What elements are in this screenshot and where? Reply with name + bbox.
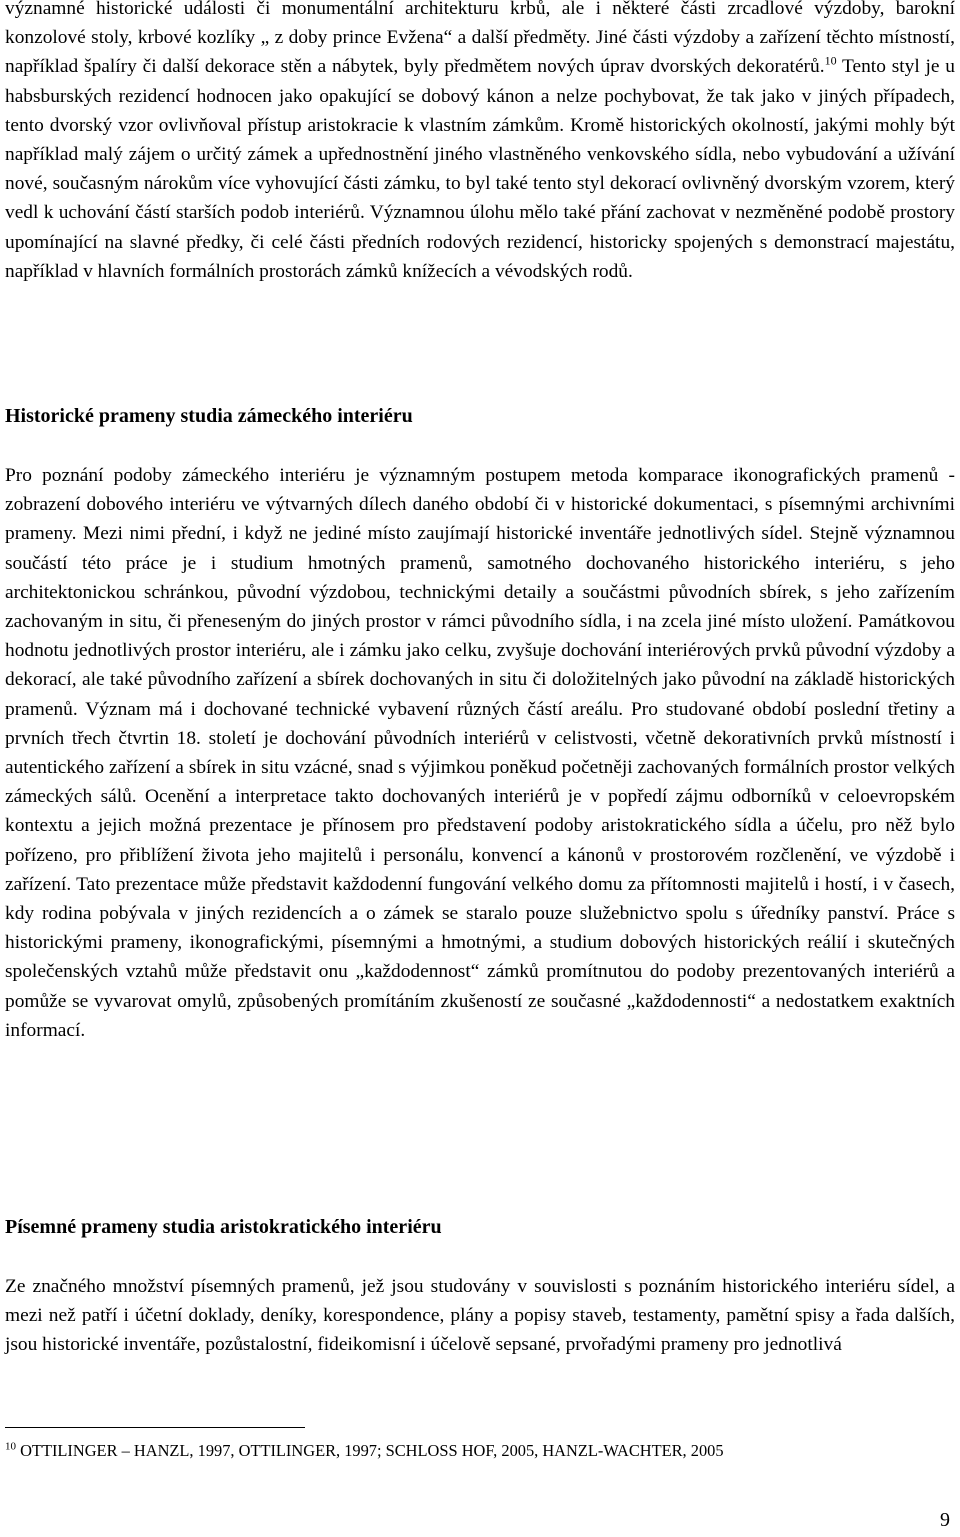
paragraph-intro-text-a: významné historické události či monumentální architekturu krbů, ale i některé části zrcadlové výzdoby, barokní konzolové stoly, krbové kozlíky „ z doby prince Evžena“ a další předměty. Jiné části výzdoby a zařízení těchto místností, například špalíry či další dekorace stěn a nábytek, byly předmětem nových úprav dvorských dekoratérů. bbox=[5, 0, 955, 78]
paragraph-intro-text-b: Tento styl je u habsburských rezidencí hodnocen jako opakující se dobový kánon a nelze pochybovat, že tak jako v jiných případech, tento dvorský vzor ovlivňoval přístup aristokracie k vlastním zámkům. Kromě historických okolností, jakými mohly být například malý zájem o určitý zámek a upřednostnění jiného vlastněného venkovského sídla, nebo vybudování a užívání nové, současným nárokům více vyhovující části zámku, to byl také tento styl dekorací ovlivněný dvorským vzorem, který vedl k uchování částí starších podob interiérů. Významnou úlohu mělo také přání zachovat v nezměněné podobě prostory upomínající na slavné předky, či celé části předních rodových rezidencí, historicky spojených s demonstrací majestátu, například v hlavních formálních prostorách zámků knížecích a vévodských rodů. bbox=[5, 56, 956, 282]
paragraph-written-sources: Ze značného množství písemných pramenů, jež jsou studovány v souvislosti s poznáním historického interiéru sídel, a mezi než patří i účetní doklady, deníky, korespondence, plány a popisy staveb, testamenty, pamětní spisy a řada dalších, jsou historické inventáře, pozůstalostní, fideikomisní i účelově sepsané, prvořadými prameny pro jednotlivá bbox=[5, 1276, 955, 1356]
footnote-number: 10 bbox=[5, 1440, 16, 1453]
document-page bbox=[5, 0, 956, 1531]
footnote bbox=[5, 1440, 955, 1462]
section-heading-historical-sources: Historické prameny studia zámeckého interiéru bbox=[5, 405, 413, 427]
footnote-text: OTTILINGER – HANZL, 1997, OTTILINGER, 1997; SCHLOSS HOF, 2005, HANZL-WACHTER, 2005 bbox=[16, 1441, 724, 1460]
footnote-reference[interactable]: 10 bbox=[824, 53, 837, 68]
footnote-separator bbox=[5, 1427, 305, 1428]
paragraph-intro bbox=[5, 0, 955, 286]
page-number: 9 bbox=[940, 1509, 950, 1531]
section-heading-written-sources: Písemné prameny studia aristokratického interiéru bbox=[5, 1216, 442, 1238]
paragraph-historical-sources: Pro poznání podoby zámeckého interiéru je významným postupem metoda komparace ikonografických pramenů - zobrazení dobového interiéru ve výtvarných dílech daného období či v historické dokumentaci, s písemnými archivními prameny. Mezi nimi přední, i když ne jediné místo zaujímají historické inventáře jednotlivých sídel. Stejně významnou součástí této práce je i studium hmotných pramenů, samotného dochovaného historického interiéru, s jeho architektonickou schránkou, původní výzdobou, technickými detaily a součástmi původních sbírek, s jeho zařízením zachovaným in situ, či přeneseným do jiných prostor v rámci původního sídla, i na zcela jiné místo uložení. Památkovou hodnotu jednotlivých prostor interiéru, ale i zámku jako celku, zvyšuje dochování interiérových prvků původní výzdoby a dekorací, ale také původního zařízení a sbírek dochovaných in situ či doložitelných jako původní na základě historických pramenů. Význam má i dochované technické vybavení různých částí areálu. Pro studované období poslední třetiny a prvních třech čtvrtin 18. století je dochování původních interiérů v celistvosti, včetně dekorativních prvků místností i autentického zařízení a sbírek in situ vzácné, snad s výjimkou poněkud početněji zachovaných formálních prostor velkých zámeckých sálů. Ocenění a interpretace takto dochovaných interiérů je v popředí zájmu odborníků v celoevropském kontextu a jejich možná prezentace je přínosem pro představení podoby aristokratického sídla a účelu, pro něž bylo pořízeno, pro přiblížení života jeho majitelů i personálu, konvencí a kánonů v prostorovém rozčlenění, ve výzdobě i zařízení. Tato prezentace může představit každodenní fungování velkého domu za přítomnosti majitelů i hostí, i v časech, kdy rodina pobývala v jiných rezidencích a o zámek se staralo pouze služebnictvo spolu s úředníky panství. Práce s historickými prameny, ikonografickými, písemnými a hmotnými, a studium dobových historických reálií i skutečných společenských vztahů může představit onu „každodennost“ zámků promítnutou do podoby prezentovaných interiérů a pomůže se vyvarovat omylů, způsobených promítáním zkušeností ze současné „každodennosti“ a nedostatkem exaktních informací. bbox=[5, 465, 955, 1041]
